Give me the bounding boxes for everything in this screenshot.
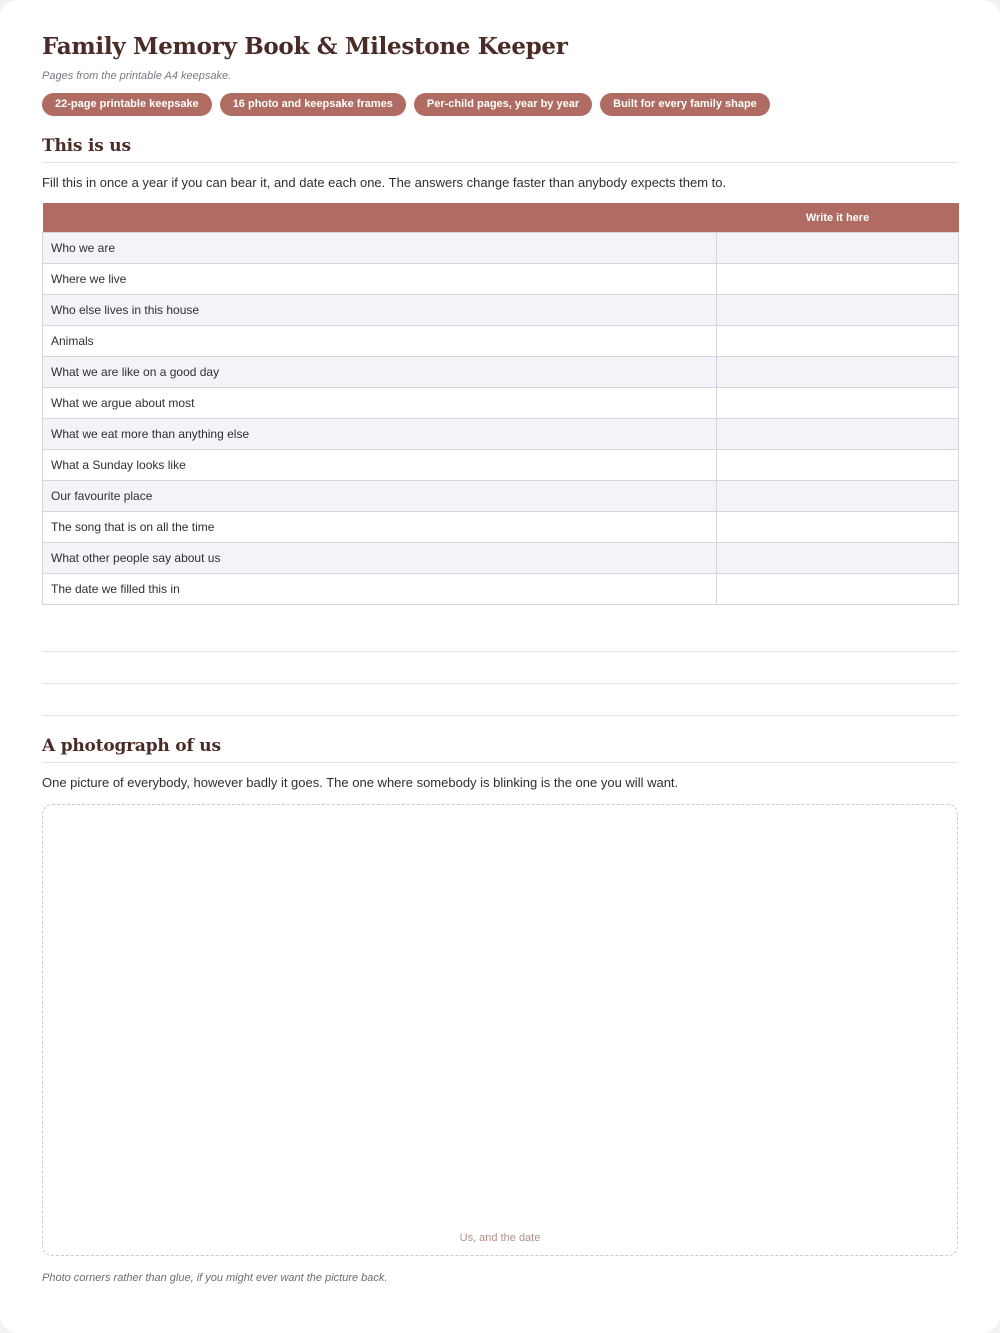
- row-prompt: The song that is on all the time: [43, 512, 717, 543]
- table-header-row: [43, 203, 959, 233]
- row-prompt: Who we are: [43, 233, 717, 264]
- photo-caption: Us, and the date: [459, 1232, 541, 1244]
- answer-cell[interactable]: [717, 574, 959, 605]
- row-prompt: Our favourite place: [43, 481, 717, 512]
- row-prompt: What a Sunday looks like: [43, 450, 717, 481]
- section-description: Fill this in once a year if you can bear it, and date each one. The answers change faster than anybody expects them to.: [42, 175, 727, 190]
- table-row: [43, 326, 959, 357]
- table-row: [43, 574, 959, 605]
- footnote: Photo corners rather than glue, if you might ever want the picture back.: [42, 1272, 388, 1284]
- feature-pill: Built for every family shape: [600, 93, 770, 116]
- writing-line[interactable]: [42, 715, 958, 716]
- answer-cell[interactable]: [717, 450, 959, 481]
- writing-line[interactable]: [42, 651, 958, 652]
- table-row: [43, 388, 959, 419]
- feature-pills: [42, 93, 958, 116]
- photo-frame[interactable]: [42, 804, 958, 1256]
- table-row: [43, 264, 959, 295]
- row-prompt: What other people say about us: [43, 543, 717, 574]
- writing-line[interactable]: [42, 683, 958, 684]
- feature-pill: 16 photo and keepsake frames: [220, 93, 406, 116]
- section-title-photograph: A photograph of us: [42, 736, 958, 763]
- row-prompt: What we are like on a good day: [43, 357, 717, 388]
- answer-cell[interactable]: [717, 388, 959, 419]
- table-header-answer: Write it here: [717, 203, 959, 233]
- answer-cell[interactable]: [717, 481, 959, 512]
- this-is-us-table: [42, 203, 959, 605]
- table-row: [43, 419, 959, 450]
- table-row: [43, 450, 959, 481]
- answer-cell[interactable]: [717, 233, 959, 264]
- answer-cell[interactable]: [717, 295, 959, 326]
- table-row: [43, 481, 959, 512]
- row-prompt: What we argue about most: [43, 388, 717, 419]
- table-header-prompt: [43, 203, 717, 233]
- row-prompt: Animals: [43, 326, 717, 357]
- table-row: [43, 357, 959, 388]
- row-prompt: What we eat more than anything else: [43, 419, 717, 450]
- table-row: [43, 295, 959, 326]
- answer-cell[interactable]: [717, 512, 959, 543]
- page-subtitle: Pages from the printable A4 keepsake.: [42, 70, 232, 82]
- feature-pill: Per-child pages, year by year: [414, 93, 592, 116]
- row-prompt: Where we live: [43, 264, 717, 295]
- answer-cell[interactable]: [717, 357, 959, 388]
- answer-cell[interactable]: [717, 543, 959, 574]
- section-title-this-is-us: This is us: [42, 136, 958, 163]
- feature-pill: 22-page printable keepsake: [42, 93, 212, 116]
- answer-cell[interactable]: [717, 264, 959, 295]
- table-row: [43, 233, 959, 264]
- page-title: Family Memory Book & Milestone Keeper: [42, 33, 568, 60]
- answer-cell[interactable]: [717, 326, 959, 357]
- section-description: One picture of everybody, however badly it goes. The one where somebody is blinking is the one you will want.: [42, 775, 679, 790]
- row-prompt: Who else lives in this house: [43, 295, 717, 326]
- table-row: [43, 512, 959, 543]
- table-row: [43, 543, 959, 574]
- answer-cell[interactable]: [717, 419, 959, 450]
- row-prompt: The date we filled this in: [43, 574, 717, 605]
